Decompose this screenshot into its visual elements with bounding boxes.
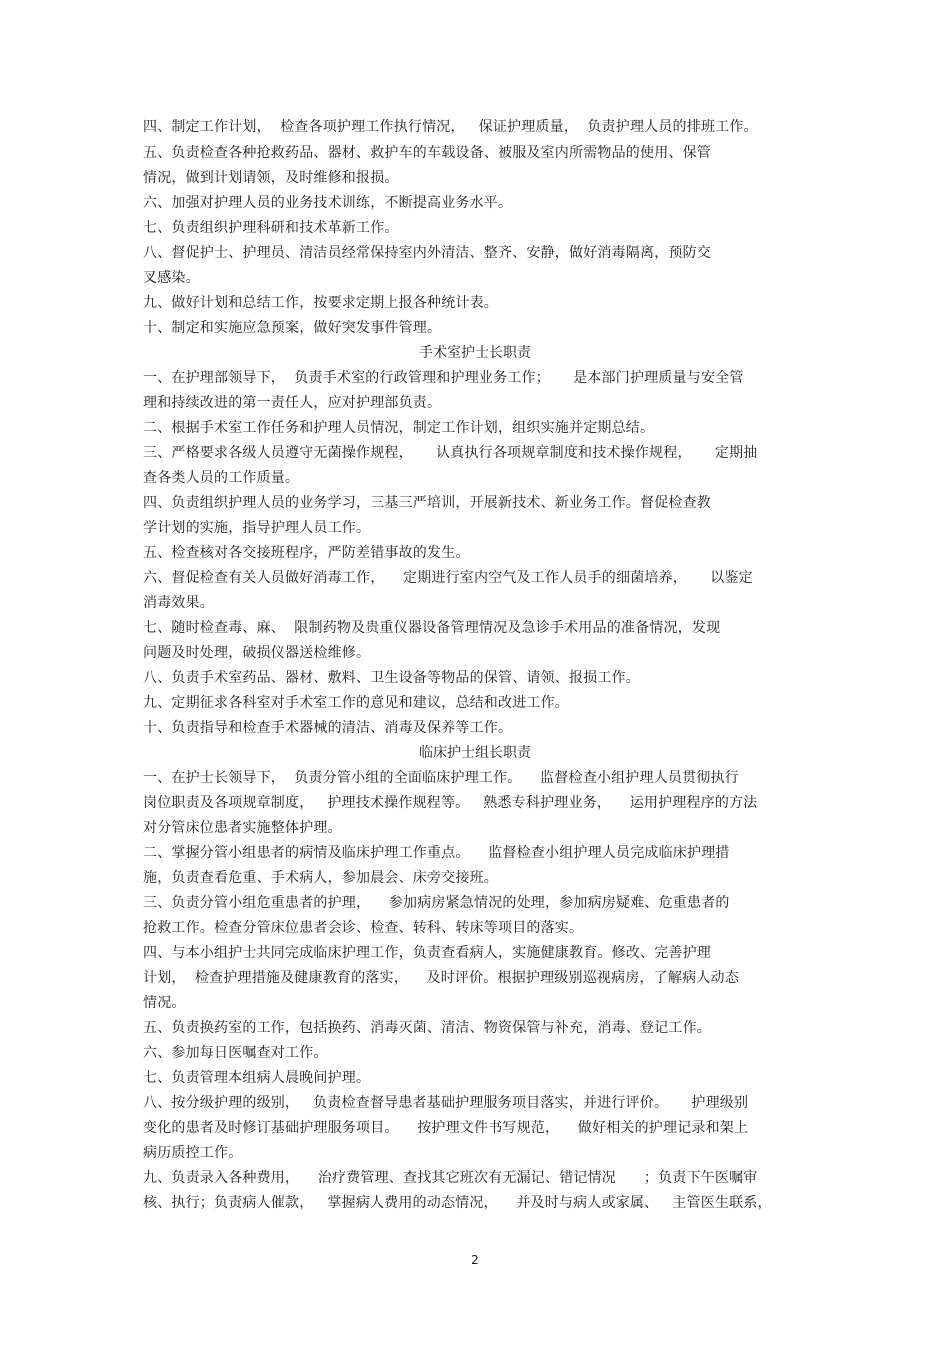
text-line: 叉感染。 bbox=[143, 270, 200, 286]
text-line: 五、负责换药室的工作，包括换药、消毒灭菌、清洁、物资保管与补充，消毒、登记工作。 bbox=[143, 1020, 711, 1036]
section-title: 手术室护士长职责 bbox=[419, 345, 531, 361]
text-line: 核、执行；负责病人催款， 掌握病人费用的动态情况， 并及时与病人或家属、 主管医生联系， bbox=[143, 1195, 772, 1211]
text-line: 七、负责管理本组病人晨晚间护理。 bbox=[143, 1070, 371, 1086]
text-line: 理和持续改进的第一责任人，应对护理部负责。 bbox=[143, 395, 442, 411]
text-line: 十、制定和实施应急预案，做好突发事件管理。 bbox=[143, 320, 442, 336]
text-line: 三、严格要求各级人员遵守无菌操作规程， 认真执行各项规章制度和技术操作规程， 定期抽 bbox=[143, 445, 758, 461]
text-line: 二、掌握分管小组患者的病情及临床护理工作重点。 监督检查小组护理人员完成临床护理措 bbox=[143, 845, 730, 861]
text-line: 十、负责指导和检查手术器械的清洁、消毒及保养等工作。 bbox=[143, 720, 513, 736]
text-line: 七、负责组织护理科研和技术革新工作。 bbox=[143, 220, 399, 236]
text-line: 九、负责录入各种费用， 治疗费管理、查找其它班次有无漏记、错记情况 ；负责下午医嘱审 bbox=[143, 1170, 758, 1186]
text-line: 查各类人员的工作质量。 bbox=[143, 470, 300, 486]
text-line: 计划， 检查护理措施及健康教育的落实， 及时评价。根据护理级别巡视病房，了解病人动态 bbox=[143, 970, 739, 986]
text-line: 四、负责组织护理人员的业务学习，三基三严培训，开展新技术、新业务工作。督促检查教 bbox=[143, 495, 711, 511]
text-line: 五、检查核对各交接班程序，严防差错事故的发生。 bbox=[143, 545, 470, 561]
text-line: 对分管床位患者实施整体护理。 bbox=[143, 820, 342, 836]
text-line: 二、根据手术室工作任务和护理人员情况，制定工作计划，组织实施并定期总结。 bbox=[143, 420, 655, 436]
text-line: 情况。 bbox=[143, 995, 186, 1011]
text-line: 三、负责分管小组危重患者的护理， 参加病房紧急情况的处理，参加病房疑难、危重患者的 bbox=[143, 895, 730, 911]
text-line: 情况，做到计划请领，及时维修和报损。 bbox=[143, 170, 399, 186]
text-line: 四、与本小组护士共同完成临床护理工作，负责查看病人，实施健康教育。修改、完善护理 bbox=[143, 945, 711, 961]
text-line: 病历质控工作。 bbox=[143, 1145, 243, 1161]
text-line: 四、制定工作计划， 检查各项护理工作执行情况， 保证护理质量， 负责护理人员的排班工作。 bbox=[143, 119, 758, 135]
text-line: 抢救工作。检查分管床位患者会诊、检查、转科、转床等项目的落实。 bbox=[143, 920, 584, 936]
text-line: 消毒效果。 bbox=[143, 595, 214, 611]
text-line: 九、做好计划和总结工作，按要求定期上报各种统计表。 bbox=[143, 295, 498, 311]
text-line: 五、负责检查各种抢救药品、器材、救护车的车载设备、被服及室内所需物品的使用、保管 bbox=[143, 145, 711, 161]
text-line: 九、定期征求各科室对手术室工作的意见和建议，总结和改进工作。 bbox=[143, 695, 569, 711]
text-line: 岗位职责及各项规章制度， 护理技术操作规程等。 熟悉专科护理业务， 运用护理程序的方法 bbox=[143, 795, 758, 811]
text-line: 六、督促检查有关人员做好消毒工作， 定期进行室内空气及工作人员手的细菌培养， 以鉴定 bbox=[143, 570, 753, 586]
text-line: 六、参加每日医嘱查对工作。 bbox=[143, 1045, 328, 1061]
text-line: 一、在护理部领导下， 负责手术室的行政管理和护理业务工作； 是本部门护理质量与安全管 bbox=[143, 370, 744, 386]
text-line: 八、按分级护理的级别， 负责检查督导患者基础护理服务项目落实，并进行评价。 护理级别 bbox=[143, 1095, 749, 1111]
text-line: 学计划的实施，指导护理人员工作。 bbox=[143, 520, 371, 536]
text-line: 一、在护士长领导下， 负责分管小组的全面临床护理工作。 监督检查小组护理人员贯彻执行 bbox=[143, 770, 739, 786]
text-line: 施，负责查看危重、手术病人，参加晨会、床旁交接班。 bbox=[143, 870, 498, 886]
text-line: 变化的患者及时修订基础护理服务项目。 按护理文件书写规范， 做好相关的护理记录和架上 bbox=[143, 1120, 749, 1136]
text-line: 八、督促护士、护理员、清洁员经常保持室内外清洁、整齐、安静，做好消毒隔离，预防交 bbox=[143, 245, 711, 261]
text-line: 七、随时检查毒、麻、 限制药物及贵重仪器设备管理情况及急诊手术用品的准备情况，发现 bbox=[143, 620, 721, 636]
text-line: 问题及时处理，破损仪器送检维修。 bbox=[143, 645, 371, 661]
page-number: 2 bbox=[471, 1253, 479, 1267]
text-line: 八、负责手术室药品、器材、敷料、卫生设备等物品的保管、请领、报损工作。 bbox=[143, 670, 640, 686]
text-line: 六、加强对护理人员的业务技术训练，不断提高业务水平。 bbox=[143, 195, 513, 211]
section-title: 临床护士组长职责 bbox=[419, 745, 531, 761]
